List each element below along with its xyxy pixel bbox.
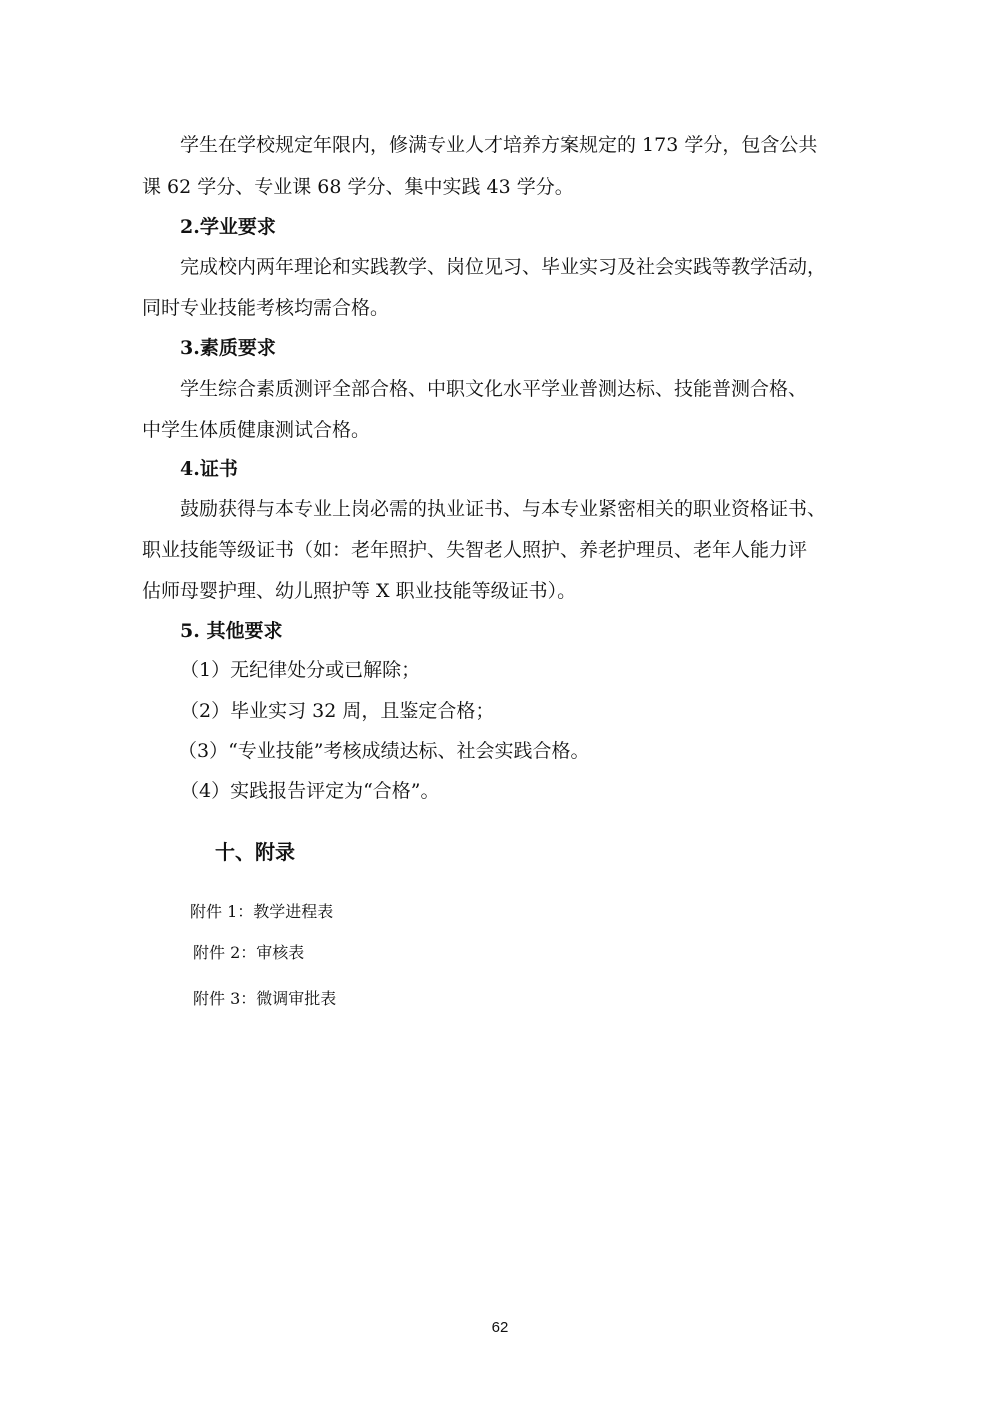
other-requirement-item: （2）毕业实习 32 周，且鉴定合格；: [180, 700, 495, 722]
appendix-item: 附件 1：教学进程表: [190, 902, 334, 921]
academic-requirements-line-1: 完成校内两年理论和实践教学、岗位见习、毕业实习及社会实践等教学活动，: [180, 256, 827, 278]
credits-paragraph-line-1: 学生在学校规定年限内，修满专业人才培养方案规定的 173 学分，包含公共: [180, 134, 818, 156]
quality-requirements-line-1: 学生综合素质测评全部合格、中职文化水平学业普测达标、技能普测合格、: [180, 378, 808, 400]
other-requirement-item: （3）“专业技能”考核成绩达标、社会实践合格。: [178, 740, 590, 762]
other-requirement-item: （4）实践报告评定为“合格”。: [180, 780, 440, 802]
certificate-line-1: 鼓励获得与本专业上岗必需的执业证书、与本专业紧密相关的职业资格证书、: [180, 498, 827, 520]
other-requirement-item: （1）无纪律处分或已解除；: [180, 659, 421, 681]
certificate-line-3: 估师母婴护理、幼儿照护等 X 职业技能等级证书）。: [142, 580, 577, 602]
quality-requirements-heading: 3.素质要求: [180, 337, 276, 359]
quality-requirements-line-2: 中学生体质健康测试合格。: [142, 419, 371, 441]
appendix-item: 附件 2：审核表: [193, 943, 305, 962]
appendix-item: 附件 3：微调审批表: [193, 989, 337, 1008]
academic-requirements-heading: 2.学业要求: [180, 216, 276, 238]
appendix-section-title: 十、附录: [215, 840, 295, 864]
page-number: 62: [491, 1319, 509, 1336]
certificate-line-2: 职业技能等级证书（如：老年照护、失智老人照护、养老护理员、老年人能力评: [142, 539, 808, 561]
academic-requirements-line-2: 同时专业技能考核均需合格。: [142, 297, 390, 319]
other-requirements-heading: 5. 其他要求: [180, 620, 283, 642]
credits-paragraph-line-2: 课 62 学分、专业课 68 学分、集中实践 43 学分。: [142, 176, 574, 198]
certificate-heading: 4.证书: [180, 458, 238, 480]
